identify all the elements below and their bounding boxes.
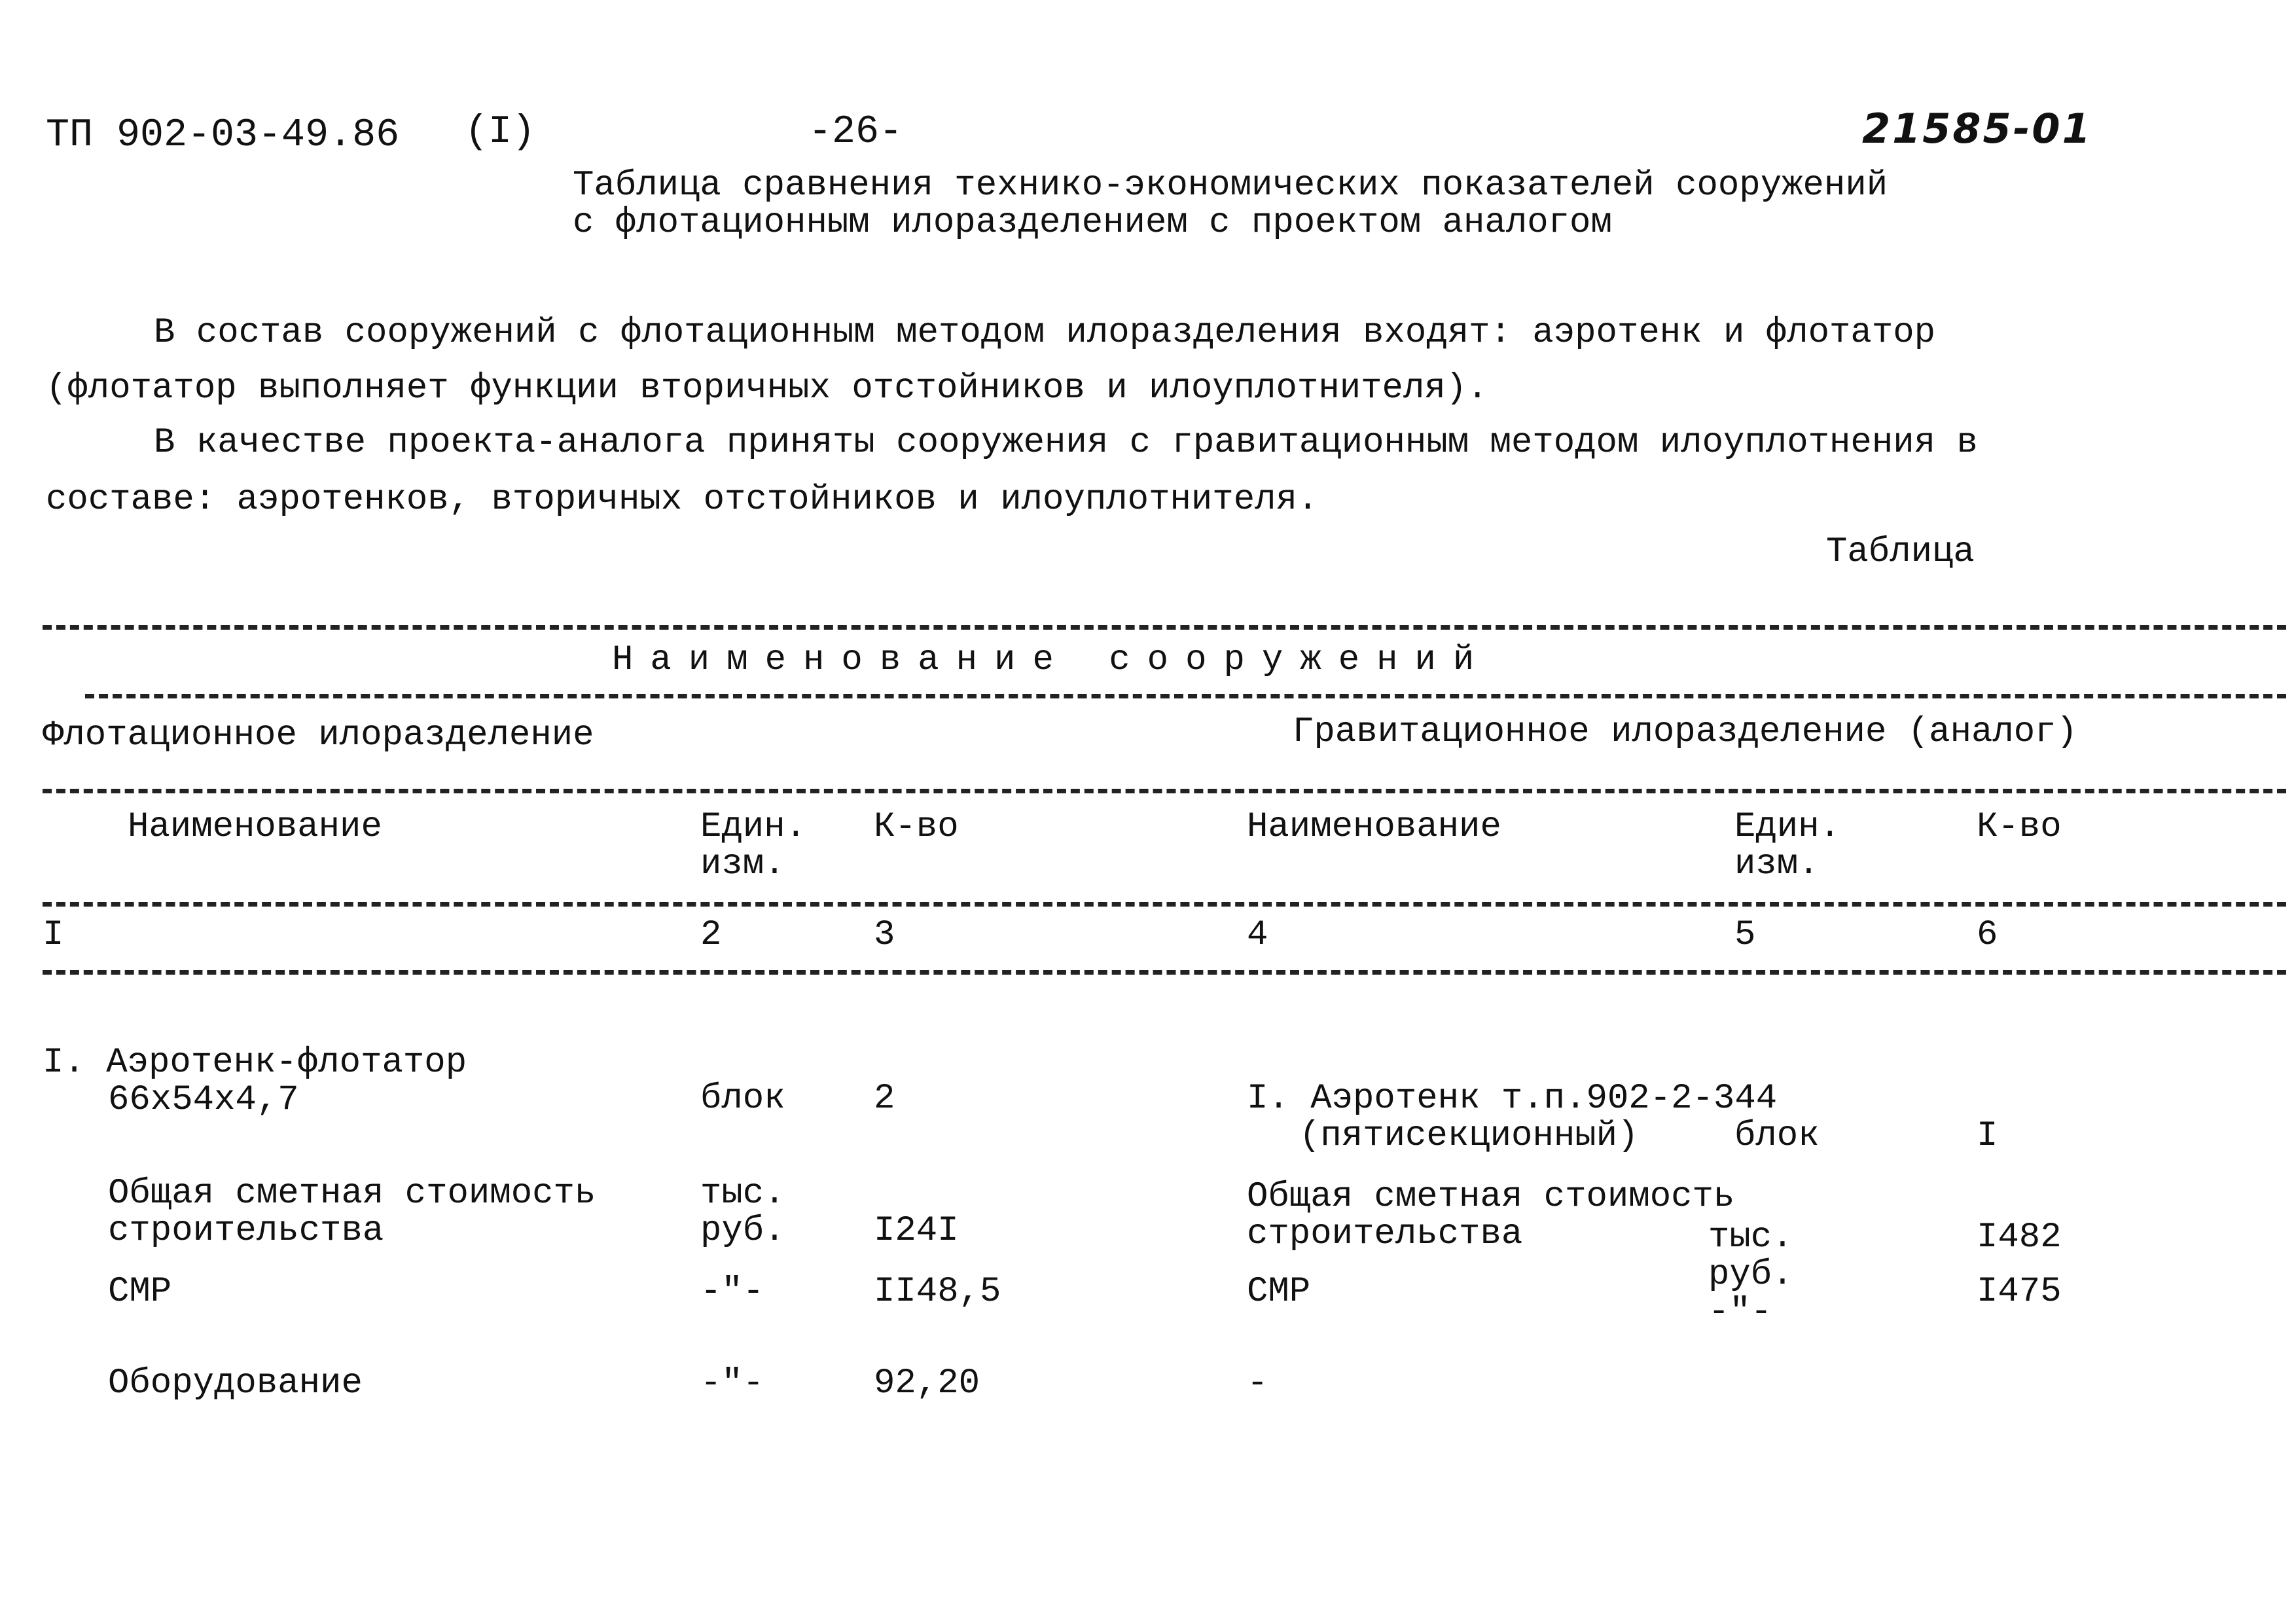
column-header-unit-right: Един. — [1734, 807, 1841, 847]
table-main-header: Наименование сооружений — [612, 640, 1492, 680]
dashed-rule-under-column-headers — [43, 902, 2286, 907]
row-2-left-name-1: Общая сметная стоимость — [108, 1174, 596, 1214]
row-3-left-qty: II48,5 — [874, 1272, 1001, 1312]
column-header-unit-left-2: изм. — [700, 844, 785, 884]
row-1-left-name-1: I. Аэротенк-флотатор — [43, 1043, 467, 1083]
row-1-left-unit: блок — [700, 1079, 785, 1119]
column-number-4: 4 — [1247, 915, 1268, 955]
page-number: -26- — [808, 110, 903, 154]
row-1-left-name-2: 66х54х4,7 — [108, 1080, 299, 1120]
row-3-left-unit: -"- — [700, 1272, 764, 1312]
row-1-right-qty: I — [1977, 1116, 1998, 1156]
handwritten-stamp: 21585-01 — [1862, 105, 2092, 153]
column-header-name-right: Наименование — [1247, 807, 1501, 847]
paragraph-2-line-1: В качестве проекта-аналога приняты сооружения с гравитационным методом илоуплотнения в — [154, 423, 1978, 463]
column-number-3: 3 — [874, 915, 895, 955]
row-4-left-unit: -"- — [700, 1363, 764, 1403]
dashed-rule-top — [43, 625, 2286, 630]
row-1-left-qty: 2 — [874, 1079, 895, 1119]
column-header-unit-right-2: изм. — [1734, 844, 1820, 884]
column-number-5: 5 — [1734, 915, 1756, 955]
row-3-right-name: СМР — [1247, 1272, 1311, 1312]
column-header-unit-left: Един. — [700, 807, 807, 847]
row-2-right-name-1: Общая сметная стоимость — [1247, 1177, 1735, 1217]
table-title-line-1: Таблица сравнения технико-экономических показателей сооружений — [573, 166, 1888, 206]
row-3-right-unit: -"- — [1708, 1292, 1772, 1332]
row-4-left-name: Оборудование — [108, 1363, 363, 1403]
row-2-right-name-2: строительства — [1247, 1214, 1523, 1254]
row-4-right-name: - — [1247, 1363, 1268, 1403]
column-number-1: I — [43, 915, 64, 955]
row-4-left-qty: 92,20 — [874, 1363, 980, 1403]
row-3-right-qty: I475 — [1977, 1272, 2062, 1312]
column-number-2: 2 — [700, 915, 722, 955]
dashed-rule-under-column-numbers — [43, 970, 2286, 975]
row-2-left-unit-1: тыс. — [700, 1174, 785, 1214]
row-1-right-name-1: I. Аэротенк т.п.902-2-344 — [1247, 1079, 1778, 1119]
column-header-qty-right: К-во — [1977, 807, 2062, 847]
table-title-line-2: с флотационным илоразделением с проектом аналогом — [573, 203, 1612, 243]
dashed-rule-under-groups — [43, 789, 2286, 793]
row-2-right-qty: I482 — [1977, 1218, 2062, 1257]
paragraph-1-line-2: (флотатор выполняет функции вторичных отстойников и илоуплотнителя). — [46, 369, 1488, 408]
row-3-left-name: СМР — [108, 1272, 172, 1312]
paragraph-1-line-1: В состав сооружений с флотационным методом илоразделения входят: аэротенк и флотатор — [154, 313, 1936, 353]
row-1-right-unit: блок — [1734, 1116, 1820, 1156]
row-2-left-qty: I24I — [874, 1211, 959, 1251]
column-number-6: 6 — [1977, 915, 1998, 955]
row-1-right-name-2: (пятисекционный) — [1299, 1116, 1639, 1156]
document-code: ТП 902-03-49.86 — [46, 113, 400, 158]
dashed-rule-under-main-header — [85, 694, 2286, 698]
column-header-name-left: Наименование — [128, 807, 382, 847]
table-label: Таблица — [1826, 532, 1975, 572]
document-part: (I) — [465, 110, 536, 154]
group-header-flotation: Флотационное илоразделение — [43, 715, 594, 755]
row-2-left-unit-2: руб. — [700, 1211, 785, 1251]
row-2-right-unit-1: тыс. — [1708, 1218, 1793, 1257]
group-header-gravitation: Гравитационное илоразделение (аналог) — [1293, 712, 2077, 752]
row-2-left-name-2: строительства — [108, 1211, 384, 1251]
column-header-qty-left: К-во — [874, 807, 959, 847]
paragraph-2-line-2: составе: аэротенков, вторичных отстойников и илоуплотнителя. — [46, 480, 1319, 520]
row-2-right-unit-2: руб. — [1708, 1255, 1793, 1295]
